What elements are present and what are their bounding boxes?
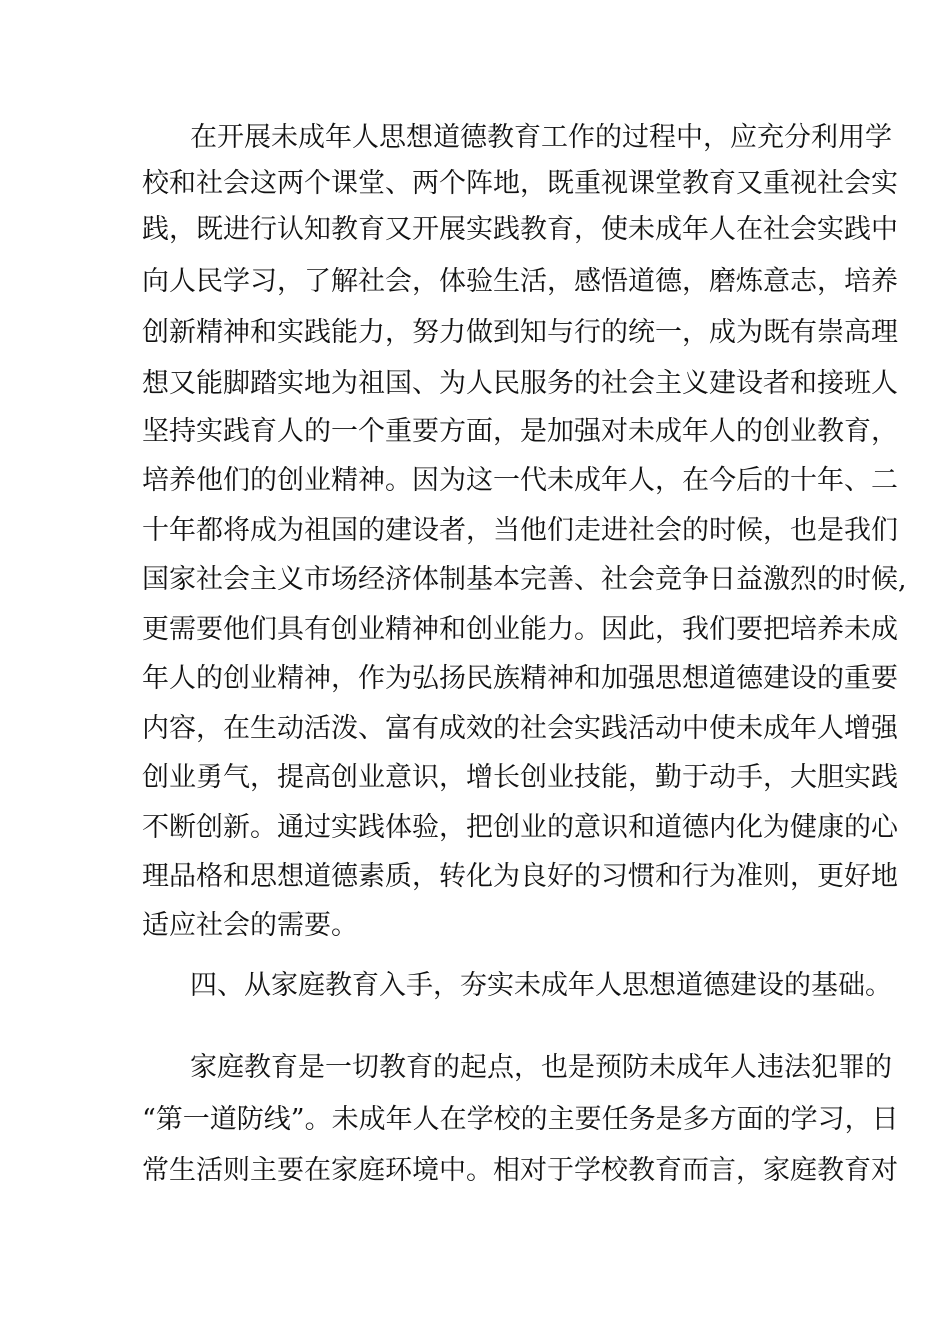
- paragraph-1-line-16: 理品格和思想道德素质，转化为良好的习惯和行为准则，更好地: [142, 861, 898, 892]
- paragraph-1-line-11: 更需要他们具有创业精神和创业能力。因此，我们要把培养未成: [142, 614, 898, 645]
- paragraph-2-line-1: 家庭教育是一切教育的起点，也是预防未成年人违法犯罪的: [190, 1052, 892, 1083]
- paragraph-1-line-7: 坚持实践育人的一个重要方面，是加强对未成年人的创业教育，: [142, 416, 898, 447]
- paragraph-1-line-9: 十年都将成为祖国的建设者，当他们走进社会的时候，也是我们: [142, 515, 898, 546]
- paragraph-1-line-15: 不断创新。通过实践体验，把创业的意识和道德内化为健康的心: [142, 812, 898, 843]
- paragraph-1-line-10: 国家社会主义市场经济体制基本完善、社会竞争日益激烈的时候,: [142, 564, 907, 595]
- paragraph-1-line-12: 年人的创业精神，作为弘扬民族精神和加强思想道德建设的重要: [142, 663, 898, 694]
- paragraph-1-line-14: 创业勇气，提高创业意识，增长创业技能，勤于动手，大胆实践: [142, 762, 898, 793]
- paragraph-1-line-17: 适应社会的需要。: [142, 910, 358, 941]
- section-heading-4: 四、从家庭教育入手，夯实未成年人思想道德建设的基础。: [190, 970, 892, 1001]
- paragraph-1-line-1: 在开展未成年人思想道德教育工作的过程中，应充分利用学: [190, 122, 892, 153]
- paragraph-2-line-3: 常生活则主要在家庭环境中。相对于学校教育而言，家庭教育对: [142, 1155, 898, 1186]
- paragraph-1-line-13: 内容，在生动活泼、富有成效的社会实践活动中使未成年人增强: [142, 713, 898, 744]
- paragraph-1-line-4: 向人民学习，了解社会，体验生活，感悟道德，磨炼意志，培养: [142, 266, 898, 297]
- paragraph-2-line-2: “第一道防线”。未成年人在学校的主要任务是多方面的学习，日: [142, 1104, 899, 1135]
- paragraph-1-line-8: 培养他们的创业精神。因为这一代未成年人，在今后的十年、二: [142, 465, 898, 496]
- paragraph-1-line-3: 践，既进行认知教育又开展实践教育，使未成年人在社会实践中: [142, 214, 898, 245]
- paragraph-1-line-5: 创新精神和实践能力，努力做到知与行的统一，成为既有崇高理: [142, 317, 898, 348]
- paragraph-1-line-2: 校和社会这两个课堂、两个阵地，既重视课堂教育又重视社会实: [142, 168, 898, 199]
- paragraph-1-line-6: 想又能脚踏实地为祖国、为人民服务的社会主义建设者和接班人: [142, 368, 898, 399]
